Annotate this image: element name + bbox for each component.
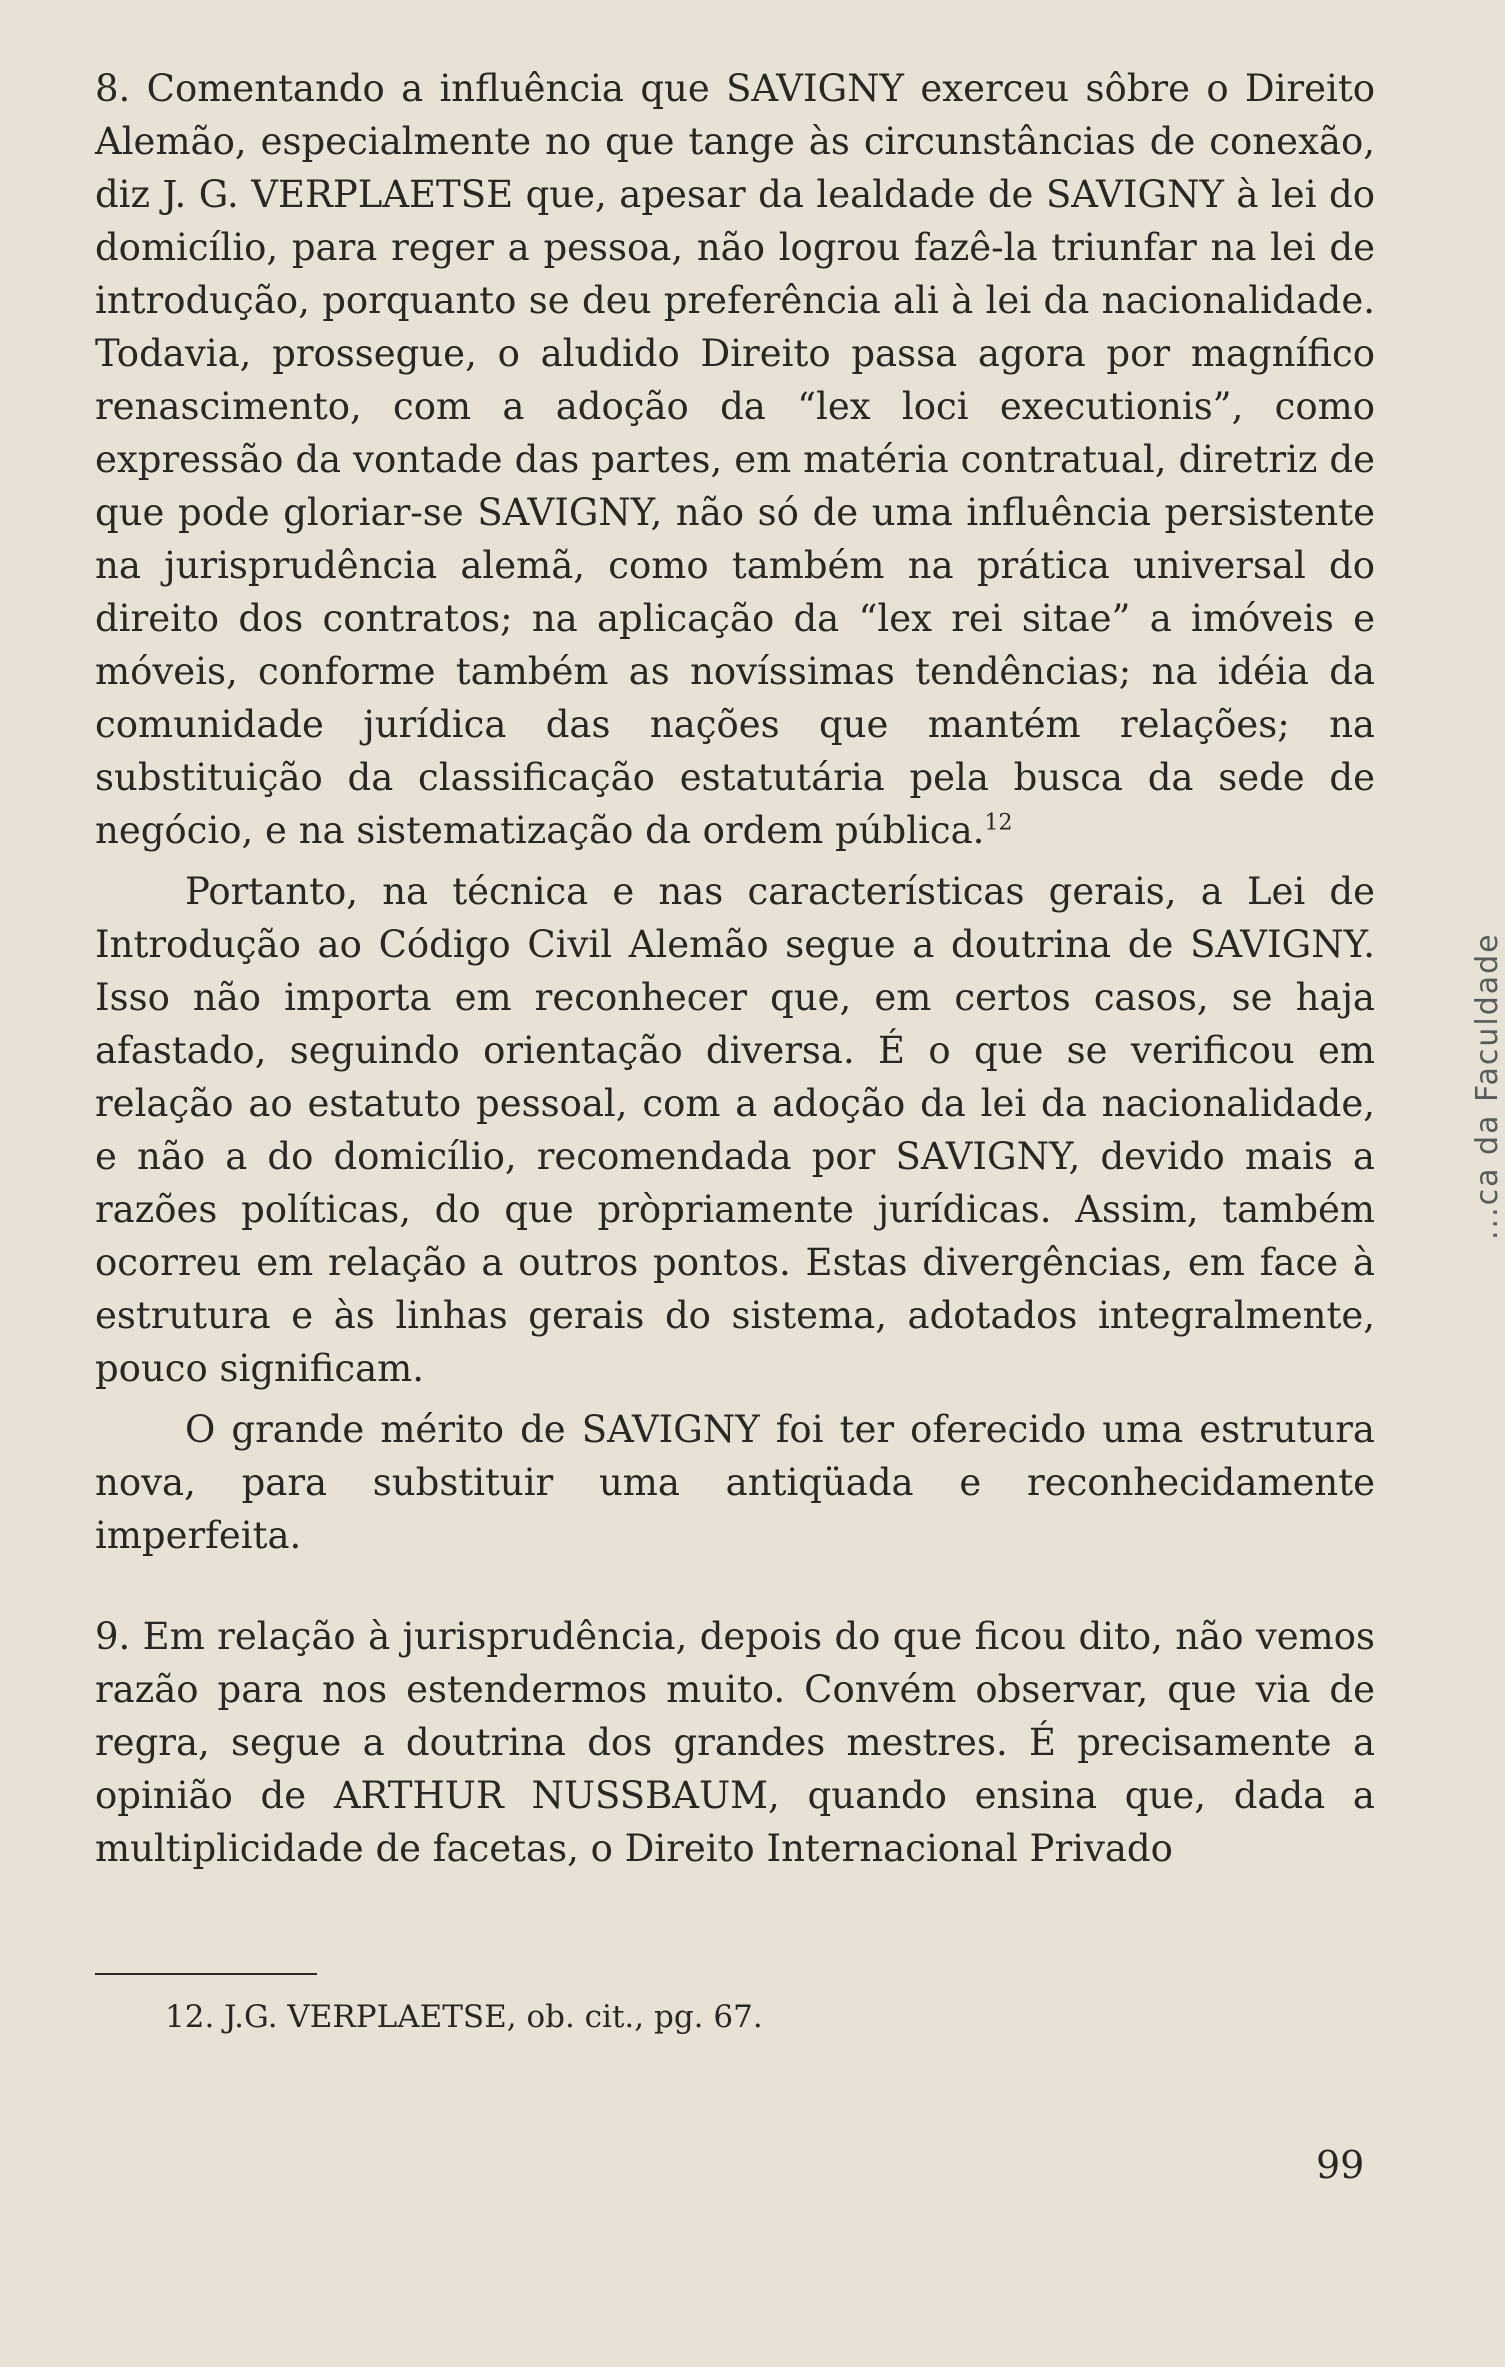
paragraph-8 <box>95 62 1375 857</box>
paragraph-grande-merito: O grande mérito de SAVIGNY foi ter oferecido uma estrutura nova, para substituir uma antiqüada e reconhecidamente imperfeita. <box>95 1408 1375 1557</box>
paragraph-text: 8. Comentando a influência que SAVIGNY exerceu sôbre o Direito Alemão, especialmente no que tange às circunstâncias de conexão, diz J. G. VERPLAETSE que, apesar da lealdade de SAVIGNY à lei do domicílio, para reger a pessoa, não logrou fazê-la triunfar na lei de introdução, porquanto se deu preferência ali à lei da nacionalidade. Todavia, prossegue, o aludido Direito passa agora por magnífico renascimento, com a adoção da “lex loci executionis”, como expressão da vontade das partes, em matéria contratual, diretriz de que pode gloriar-se SAVIGNY, não só de uma influência persistente na jurisprudência alemã, como também na prática universal do direito dos contratos; na aplicação da “lex rei sitae” a imóveis e móveis, conforme também as novíssimas tendências; na idéia da comunidade jurídica das nações que mantém relações; na substituição da classificação estatutária pela busca da sede de negócio, e na sistematização da ordem pública. <box>95 67 1375 852</box>
paragraph-portanto: Portanto, na técnica e nas características gerais, a Lei de Introdução ao Código Civil Alemão segue a doutrina de SAVIGNY. Isso não importa em reconhecer que, em certos casos, se haja afastado, seguindo orientação diversa. É o que se verificou em relação ao estatuto pessoal, com a adoção da lei da nacionalidade, e não a do domicílio, recomendada por SAVIGNY, devido mais a razões políticas, do que pròpriamente jurídicas. Assim, também ocorreu em relação a outros pontos. Estas divergências, em face à estrutura e às linhas gerais do sistema, adotados integralmente, pouco significam. <box>95 870 1375 1390</box>
footnote-ref[interactable]: 12 <box>984 810 1013 836</box>
paragraph-9: 9. Em relação à jurisprudência, depois do que ficou dito, não vemos razão para nos estendermos muito. Convém observar, que via de regra, segue a doutrina dos grandes mestres. É precisamente a opinião de ARTHUR NUSSBAUM, quando ensina que, dada a multiplicidade de facetas, o Direito Internacional Privado <box>95 1615 1375 1870</box>
page-number: 99 <box>1316 2143 1365 2187</box>
page-body <box>95 62 1375 2037</box>
footnote-12: 12. J.G. VERPLAETSE, ob. cit., pg. 67. <box>165 1999 763 2035</box>
library-stamp-text: ...ca da Faculdade <box>1470 932 1505 1240</box>
footnote-divider <box>95 1973 317 1975</box>
library-stamp <box>1440 840 1505 1260</box>
